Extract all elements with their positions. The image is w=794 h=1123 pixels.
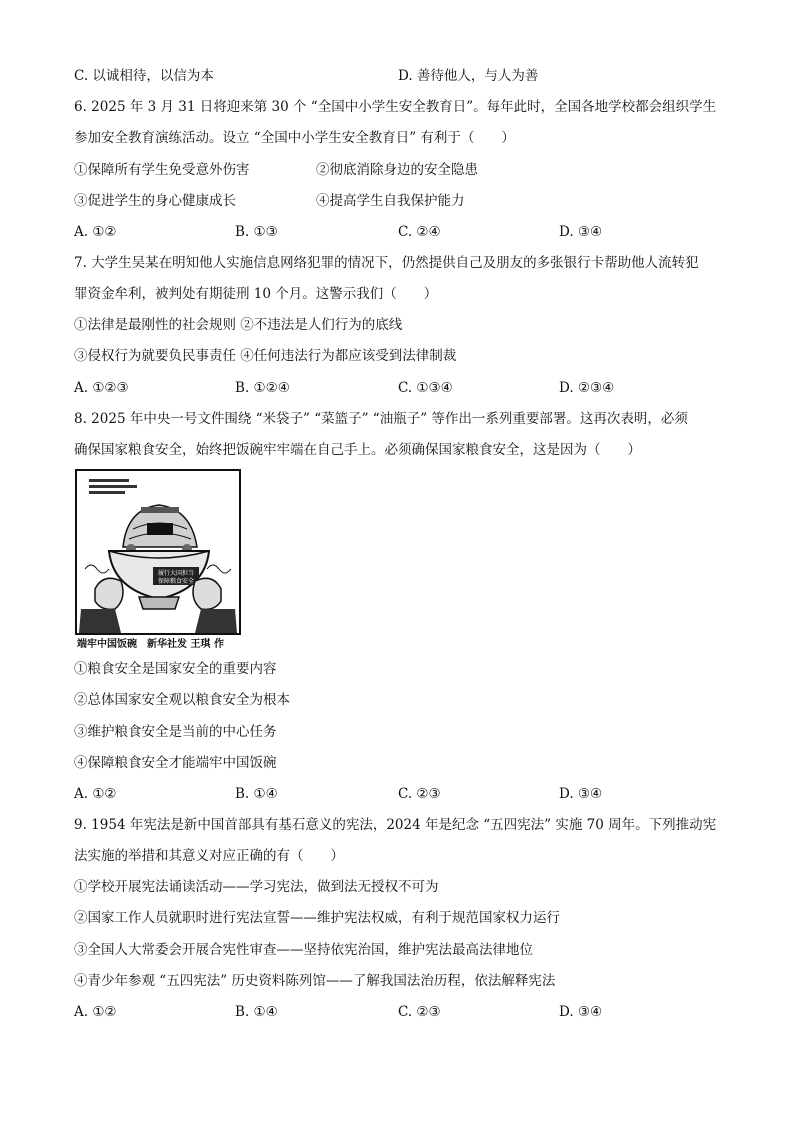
- q8-statement-4: ④保障粮食安全才能端牢中国饭碗: [74, 755, 277, 771]
- q9-option-a: A. ①②: [74, 1004, 117, 1020]
- q8-option-c: C. ②③: [398, 786, 441, 802]
- q5-option-d: D. 善待他人，与人为善: [398, 68, 539, 84]
- q8-statement-2: ②总体国家安全观以粮食安全为根本: [74, 692, 290, 708]
- q6-statement-1: ①保障所有学生免受意外伤害: [74, 162, 250, 178]
- q6-statement-2: ②彻底消除身边的安全隐患: [316, 162, 478, 178]
- q7-option-c: C. ①③④: [398, 380, 453, 396]
- cartoon-image: [75, 469, 241, 651]
- q9-option-d: D. ③④: [559, 1004, 603, 1020]
- q7-stem-line-2: 罪资金牟利，被判处有期徒刑 10 个月。这警示我们（ ）: [74, 286, 438, 302]
- q7-statements-line-2: ③侵权行为就要负民事责任 ④任何违法行为都应该受到法律制裁: [74, 348, 457, 364]
- q9-statement-2: ②国家工作人员就职时进行宪法宣誓——维护宪法权威，有利于规范国家权力运行: [74, 910, 560, 926]
- q9-statement-3: ③全国人大常委会开展合宪性审查——坚持依宪治国，维护宪法最高法律地位: [74, 942, 533, 958]
- q8-stem-line-1: 8. 2025 年中央一号文件围绕 “米袋子” “菜篮子” “油瓶子” 等作出一系列重要部署。这再次表明，必须: [74, 411, 688, 427]
- q8-option-b: B. ①④: [235, 786, 278, 802]
- q9-statement-4: ④青少年参观 “五四宪法” 历史资料陈列馆——了解我国法治历程，依法解释宪法: [74, 973, 556, 989]
- q9-stem-line-1: 9. 1954 年宪法是新中国首部具有基石意义的宪法，2024 年是纪念 “五四宪法” 实施 70 周年。下列推动宪: [74, 817, 717, 833]
- q6-option-b: B. ①③: [235, 224, 278, 240]
- q8-statement-1: ①粮食安全是国家安全的重要内容: [74, 661, 277, 677]
- q7-stem-line-1: 7. 大学生吴某在明知他人实施信息网络犯罪的情况下，仍然提供自己及朋友的多张银行卡帮助他人流转犯: [74, 255, 699, 271]
- cartoon-caption: 端牢中国饭碗 新华社发 王琪 作: [77, 639, 224, 650]
- q9-option-b: B. ①④: [235, 1004, 278, 1020]
- q9-option-c: C. ②③: [398, 1004, 441, 1020]
- q7-option-a: A. ①②③: [74, 380, 129, 396]
- q6-option-a: A. ①②: [74, 224, 117, 240]
- q8-option-a: A. ①②: [74, 786, 117, 802]
- q6-stem-line-2: 参加安全教育演练活动。设立 “全国中小学生安全教育日” 有利于（ ）: [74, 130, 515, 146]
- q6-statement-3: ③促进学生的身心健康成长: [74, 193, 236, 209]
- cartoon-drawing: [75, 469, 241, 651]
- q6-stem-line-1: 6. 2025 年 3 月 31 日将迎来第 30 个 “全国中小学生安全教育日”。每年此时，全国各地学校都会组织学生: [74, 99, 717, 115]
- q5-option-c: C. 以诚相待，以信为本: [74, 68, 214, 84]
- q9-statement-1: ①学校开展宪法诵读活动——学习宪法，做到法无授权不可为: [74, 879, 439, 895]
- bowl-label-2: 保障粮食安全: [157, 578, 195, 585]
- q8-stem-line-2: 确保国家粮食安全，始终把饭碗牢牢端在自己手上。必须确保国家粮食安全，这是因为（ ）: [74, 442, 641, 458]
- q8-option-d: D. ③④: [559, 786, 603, 802]
- q6-option-c: C. ②④: [398, 224, 441, 240]
- q6-statement-4: ④提高学生自我保护能力: [316, 193, 465, 209]
- q9-stem-line-2: 法实施的举措和其意义对应正确的有（ ）: [74, 848, 344, 864]
- q8-statement-3: ③维护粮食安全是当前的中心任务: [74, 724, 277, 740]
- q7-statements-line-1: ①法律是最刚性的社会规则 ②不违法是人们行为的底线: [74, 317, 403, 333]
- q6-option-d: D. ③④: [559, 224, 603, 240]
- q7-option-b: B. ①②④: [235, 380, 290, 396]
- bowl-label-1: 履行大国担当: [157, 570, 195, 577]
- q7-option-d: D. ②③④: [559, 380, 615, 396]
